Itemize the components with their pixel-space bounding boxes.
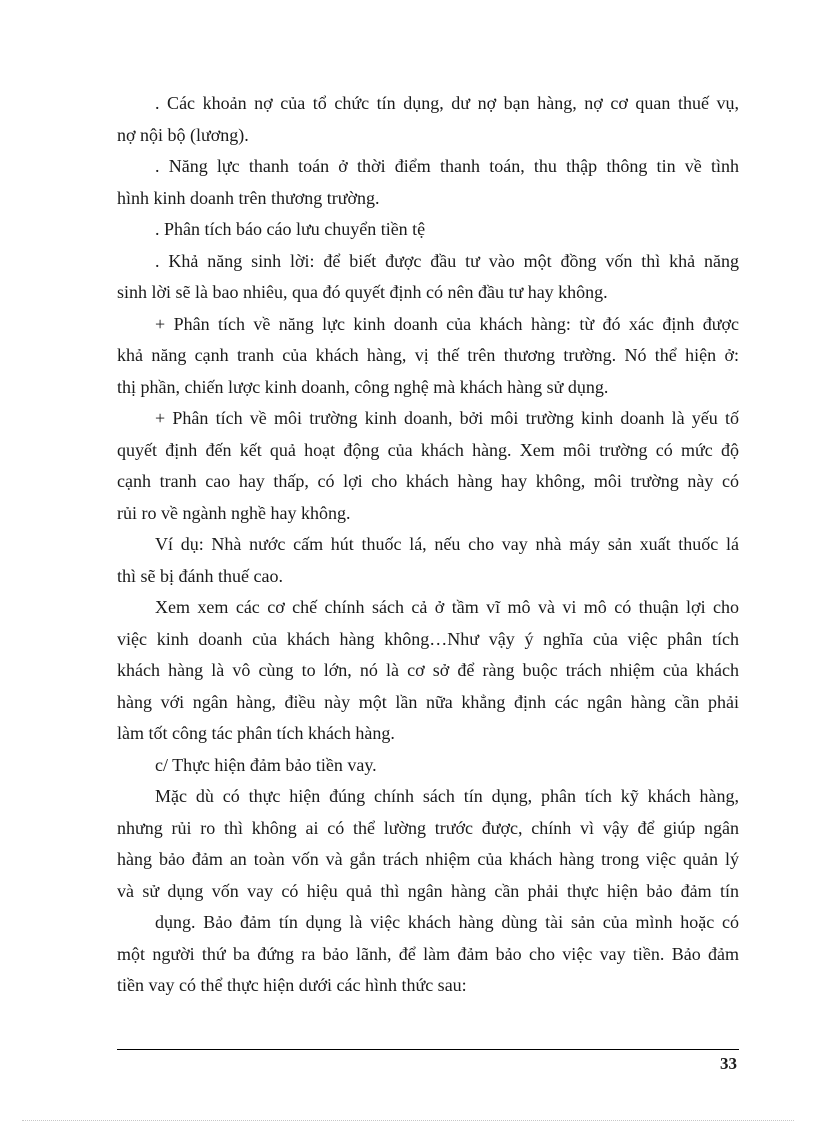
text-line: nợ nội bộ (lương). bbox=[117, 124, 249, 145]
text-line: thì sẽ bị đánh thuế cao. bbox=[117, 565, 283, 586]
text-line: quyết định đến kết quả hoạt động của khách hàng. Xem môi trường có mức độ bbox=[117, 439, 739, 460]
text-line: và sử dụng vốn vay có hiệu quả thì ngân hàng cần phải thực hiện bảo đảm tín bbox=[117, 880, 739, 901]
text-line: . Năng lực thanh toán ở thời điểm thanh toán, thu thập thông tin về tình bbox=[155, 156, 739, 176]
text-line: sinh lời sẽ là bao nhiêu, qua đó quyết định có nên đầu tư hay không. bbox=[117, 282, 608, 302]
text-line: Mặc dù có thực hiện đúng chính sách tín dụng, phân tích kỹ khách hàng, bbox=[155, 786, 739, 806]
text-line: khách hàng là vô cùng to lớn, nó là cơ sở để ràng buộc trách nhiệm của khách bbox=[117, 660, 739, 680]
text-line: Ví dụ: Nhà nước cấm hút thuốc lá, nếu cho vay nhà máy sản xuất thuốc lá bbox=[155, 534, 739, 554]
text-line: hàng bảo đảm an toàn vốn và gắn trách nhiệm của khách hàng trong việc quản lý bbox=[117, 849, 739, 869]
text-line: . Các khoản nợ của tổ chức tín dụng, dư nợ bạn hàng, nợ cơ quan thuế vụ, bbox=[155, 93, 739, 113]
text-line: khả năng cạnh tranh của khách hàng, vị thế trên thương trường. Nó thể hiện ở: bbox=[117, 345, 739, 365]
text-line: hàng với ngân hàng, điều này một lần nữa khẳng định các ngân hàng cần phải bbox=[117, 691, 739, 712]
text-line: Xem xem các cơ chế chính sách cả ở tầm vĩ mô và vi mô có thuận lợi cho bbox=[155, 597, 739, 617]
text-line: việc kinh doanh của khách hàng không…Như vậy ý nghĩa của việc phân tích bbox=[117, 628, 739, 649]
text-line: một người thứ ba đứng ra bảo lãnh, để làm đảm bảo cho việc vay tiền. Bảo đảm bbox=[117, 943, 739, 964]
section-heading: c/ Thực hiện đảm bảo tiền vay. bbox=[155, 754, 377, 775]
text-line: thị phần, chiến lược kinh doanh, công nghệ mà khách hàng sử dụng. bbox=[117, 376, 609, 397]
page-number: 33 bbox=[720, 1054, 737, 1073]
text-line: . Khả năng sinh lời: để biết được đầu tư vào một đồng vốn thì khả năng bbox=[155, 250, 739, 271]
text-line: dụng. Bảo đảm tín dụng là việc khách hàng dùng tài sản của mình hoặc có bbox=[155, 912, 739, 932]
text-line: rủi ro về ngành nghề hay không. bbox=[117, 502, 351, 523]
text-line: tiền vay có thể thực hiện dưới các hình thức sau: bbox=[117, 975, 467, 995]
text-line: cạnh tranh cao hay thấp, có lợi cho khách hàng hay không, môi trường này có bbox=[117, 471, 739, 491]
text-line: làm tốt công tác phân tích khách hàng. bbox=[117, 723, 395, 743]
text-line: . Phân tích báo cáo lưu chuyển tiền tệ bbox=[155, 219, 426, 239]
text-line: nhưng rủi ro thì không ai có thể lường trước được, chính vì vậy để giúp ngân bbox=[117, 817, 739, 838]
text-line: + Phân tích về năng lực kinh doanh của khách hàng: từ đó xác định được bbox=[155, 313, 739, 334]
text-line: + Phân tích về môi trường kinh doanh, bởi môi trường kinh doanh là yếu tố bbox=[155, 408, 739, 428]
document-body bbox=[117, 88, 739, 1002]
text-line: hình kinh doanh trên thương trường. bbox=[117, 187, 380, 208]
footer-divider bbox=[117, 1049, 739, 1050]
page-bottom-border bbox=[22, 1120, 794, 1121]
